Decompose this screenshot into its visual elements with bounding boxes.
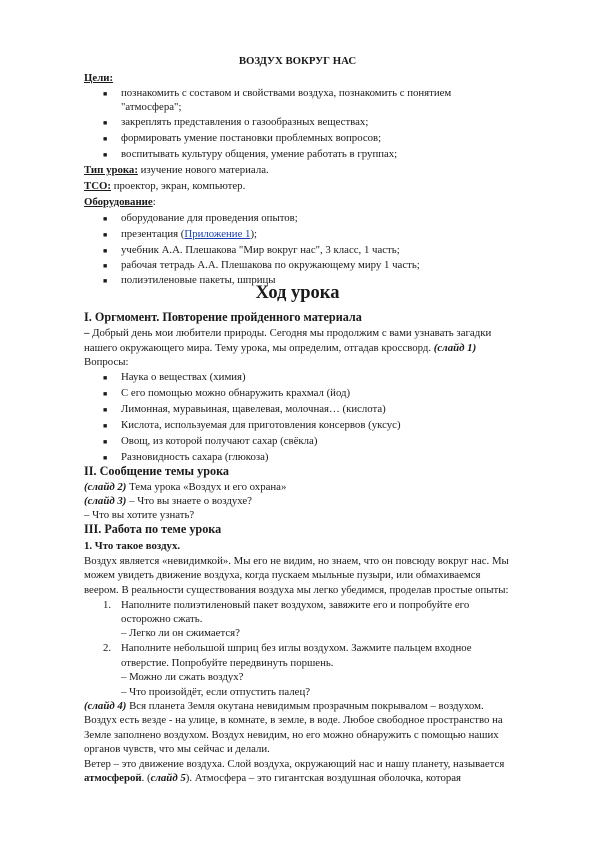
section-2-line [84,481,286,494]
bullet-icon: ■ [103,90,108,98]
bullet-icon: ■ [103,438,108,446]
bullet-icon: ■ [103,406,108,414]
paragraph-line [84,700,484,713]
dash: – [84,327,93,339]
line-text: Тема урока «Воздух и его охрана» [126,481,287,493]
paragraph-line: Земле заполнено воздухом. Воздух невидим, но его можно обнаружить с помощью наших [84,729,499,741]
section-2-line [84,495,252,508]
bullet-icon: ■ [103,262,108,270]
paragraph-text: . ( [141,772,151,784]
bullet-icon: ■ [103,277,108,285]
goal-item: закреплять представления о газообразных веществах; [121,116,369,128]
experiment-2-question: – Можно ли сжать воздух? [121,671,244,683]
question-item: Лимонная, муравьиная, щавелевая, молочная… (кислота) [121,403,386,415]
bullet-icon: ■ [103,390,108,398]
paragraph-line: веером. В реальности существования воздуха мы легко убедимся, проделав простые опыты: [84,584,509,596]
paragraph-text: Добрый день мои любители природы. Сегодня мы продолжим с вами узнавать загадки [92,327,492,339]
document-title: ВОЗДУХ ВОКРУГ НАС [238,55,357,67]
experiment-1-line: Наполните полиэтиленовый пакет воздухом, завяжите его и попробуйте его [121,599,470,611]
lesson-course-heading: Ход урока [255,283,340,303]
line-text: – Что вы знаете о воздухе? [126,495,252,507]
tso-label: ТСО: [84,180,111,192]
section-1-paragraph-line [84,342,476,355]
question-item: С его помощью можно обнаружить крахмал (йод) [121,387,351,399]
questions-label: Вопросы: [84,356,129,368]
question-item: Овощ, из которой получают сахар (свёкла) [121,435,318,447]
equipment-item: оборудование для проведения опытов; [121,212,298,224]
experiment-1-question: – Легко ли он сжимается? [121,627,240,639]
lesson-type-line [84,164,269,177]
experiment-2-question: – Что произойдёт, если отпустить палец? [121,686,311,698]
experiment-2-line: Наполните небольшой шприц без иглы воздухом. Зажмите пальцем входное [121,642,472,654]
subsection-1-heading: 1. Что такое воздух. [84,540,181,552]
paragraph-line: органов чувств, что мы сейчас и делали. [84,743,270,755]
experiment-2-number: 2. [103,642,112,654]
bullet-icon: ■ [103,151,108,159]
goal-item: формировать умение постановки проблемных вопросов; [121,132,382,144]
goals-label: Цели: [84,72,114,84]
section-1-paragraph-line [84,327,491,340]
goal-item: познакомить с составом и свойствами воздуха, познакомить с понятием [121,87,452,99]
tso-value: проектор, экран, компьютер. [111,180,246,192]
section-1-heading: I. Оргмомент. Повторение пройденного материала [84,310,362,324]
bullet-icon: ■ [103,135,108,143]
equipment-item: рабочая тетрадь А.А. Плешакова по окружающему миру 1 часть; [121,259,420,271]
section-2-heading: II. Сообщение темы урока [84,464,230,478]
bullet-icon: ■ [103,454,108,462]
tso-line [84,180,245,193]
lesson-type-label: Тип урока: [84,164,138,176]
question-item: Кислота, используемая для приготовления консервов (уксус) [121,419,401,431]
equipment-item-text: презентация ( [121,228,185,240]
paragraph-line [84,772,461,785]
goal-item-continuation: "атмосфера"; [121,101,182,113]
section-2-line: – Что вы хотите узнать? [84,509,195,521]
slide-reference: (слайд 2) [84,481,127,493]
equipment-label: Оборудование [84,196,153,208]
bullet-icon: ■ [103,374,108,382]
paragraph-line: Воздух является «невидимкой». Мы его не видим, но знаем, что он повсюду вокруг нас. Мы [84,555,509,567]
bullet-icon: ■ [103,231,108,239]
equipment-item: полиэтиленовые пакеты, шприцы [121,274,276,286]
slide-reference: (слайд 1) [433,342,477,354]
equipment-label-line [84,196,156,209]
question-item: Разновидность сахара (глюкоза) [121,451,269,463]
bullet-icon: ■ [103,422,108,430]
paragraph-text: Вся планета Земля окутана невидимым прозрачным покрывалом – воздухом. [126,700,484,712]
question-item: Наука о веществах (химия) [121,371,246,383]
bullet-icon: ■ [103,247,108,255]
bullet-icon: ■ [103,215,108,223]
term-atmosphere: атмосферой [84,772,142,784]
paragraph-text: ). Атмосфера – это гигантская воздушная оболочка, которая [185,772,462,784]
bullet-icon: ■ [103,119,108,127]
equipment-colon: : [152,196,156,208]
lesson-type-value: изучение нового материала. [137,164,269,176]
slide-reference: (слайд 4) [84,700,127,712]
section-3-heading: III. Работа по теме урока [84,522,222,536]
paragraph-line: Воздух есть везде - на улице, в комнате, в земле, в воде. Любое свободное пространство на [84,714,503,726]
appendix-link[interactable]: Приложение 1 [184,228,251,240]
paragraph-line: Ветер – это движение воздуха. Слой воздуха, окружающий нас и нашу планету, называется [84,758,505,770]
experiment-1-line: осторожно сжать. [121,613,203,625]
experiment-2-line: отверстие. Попробуйте передвинуть поршень. [121,657,334,669]
equipment-item [121,228,257,241]
slide-reference: (слайд 3) [84,495,127,507]
equipment-item: учебник А.А. Плешакова "Мир вокруг нас", 3 класс, 1 часть; [121,244,400,256]
paragraph-line: можем увидеть движение воздуха, когда пускаем мыльные пузыри, или обмахиваемся [84,569,481,581]
goal-item: воспитывать культуру общения, умение работать в группах; [121,148,398,160]
equipment-item-text: ); [250,228,258,240]
paragraph-text: нашего окружающего мира. Тему урока, мы определим, отгадав кроссворд. [84,342,434,354]
slide-reference: слайд 5 [150,772,186,784]
experiment-1-number: 1. [103,599,112,611]
